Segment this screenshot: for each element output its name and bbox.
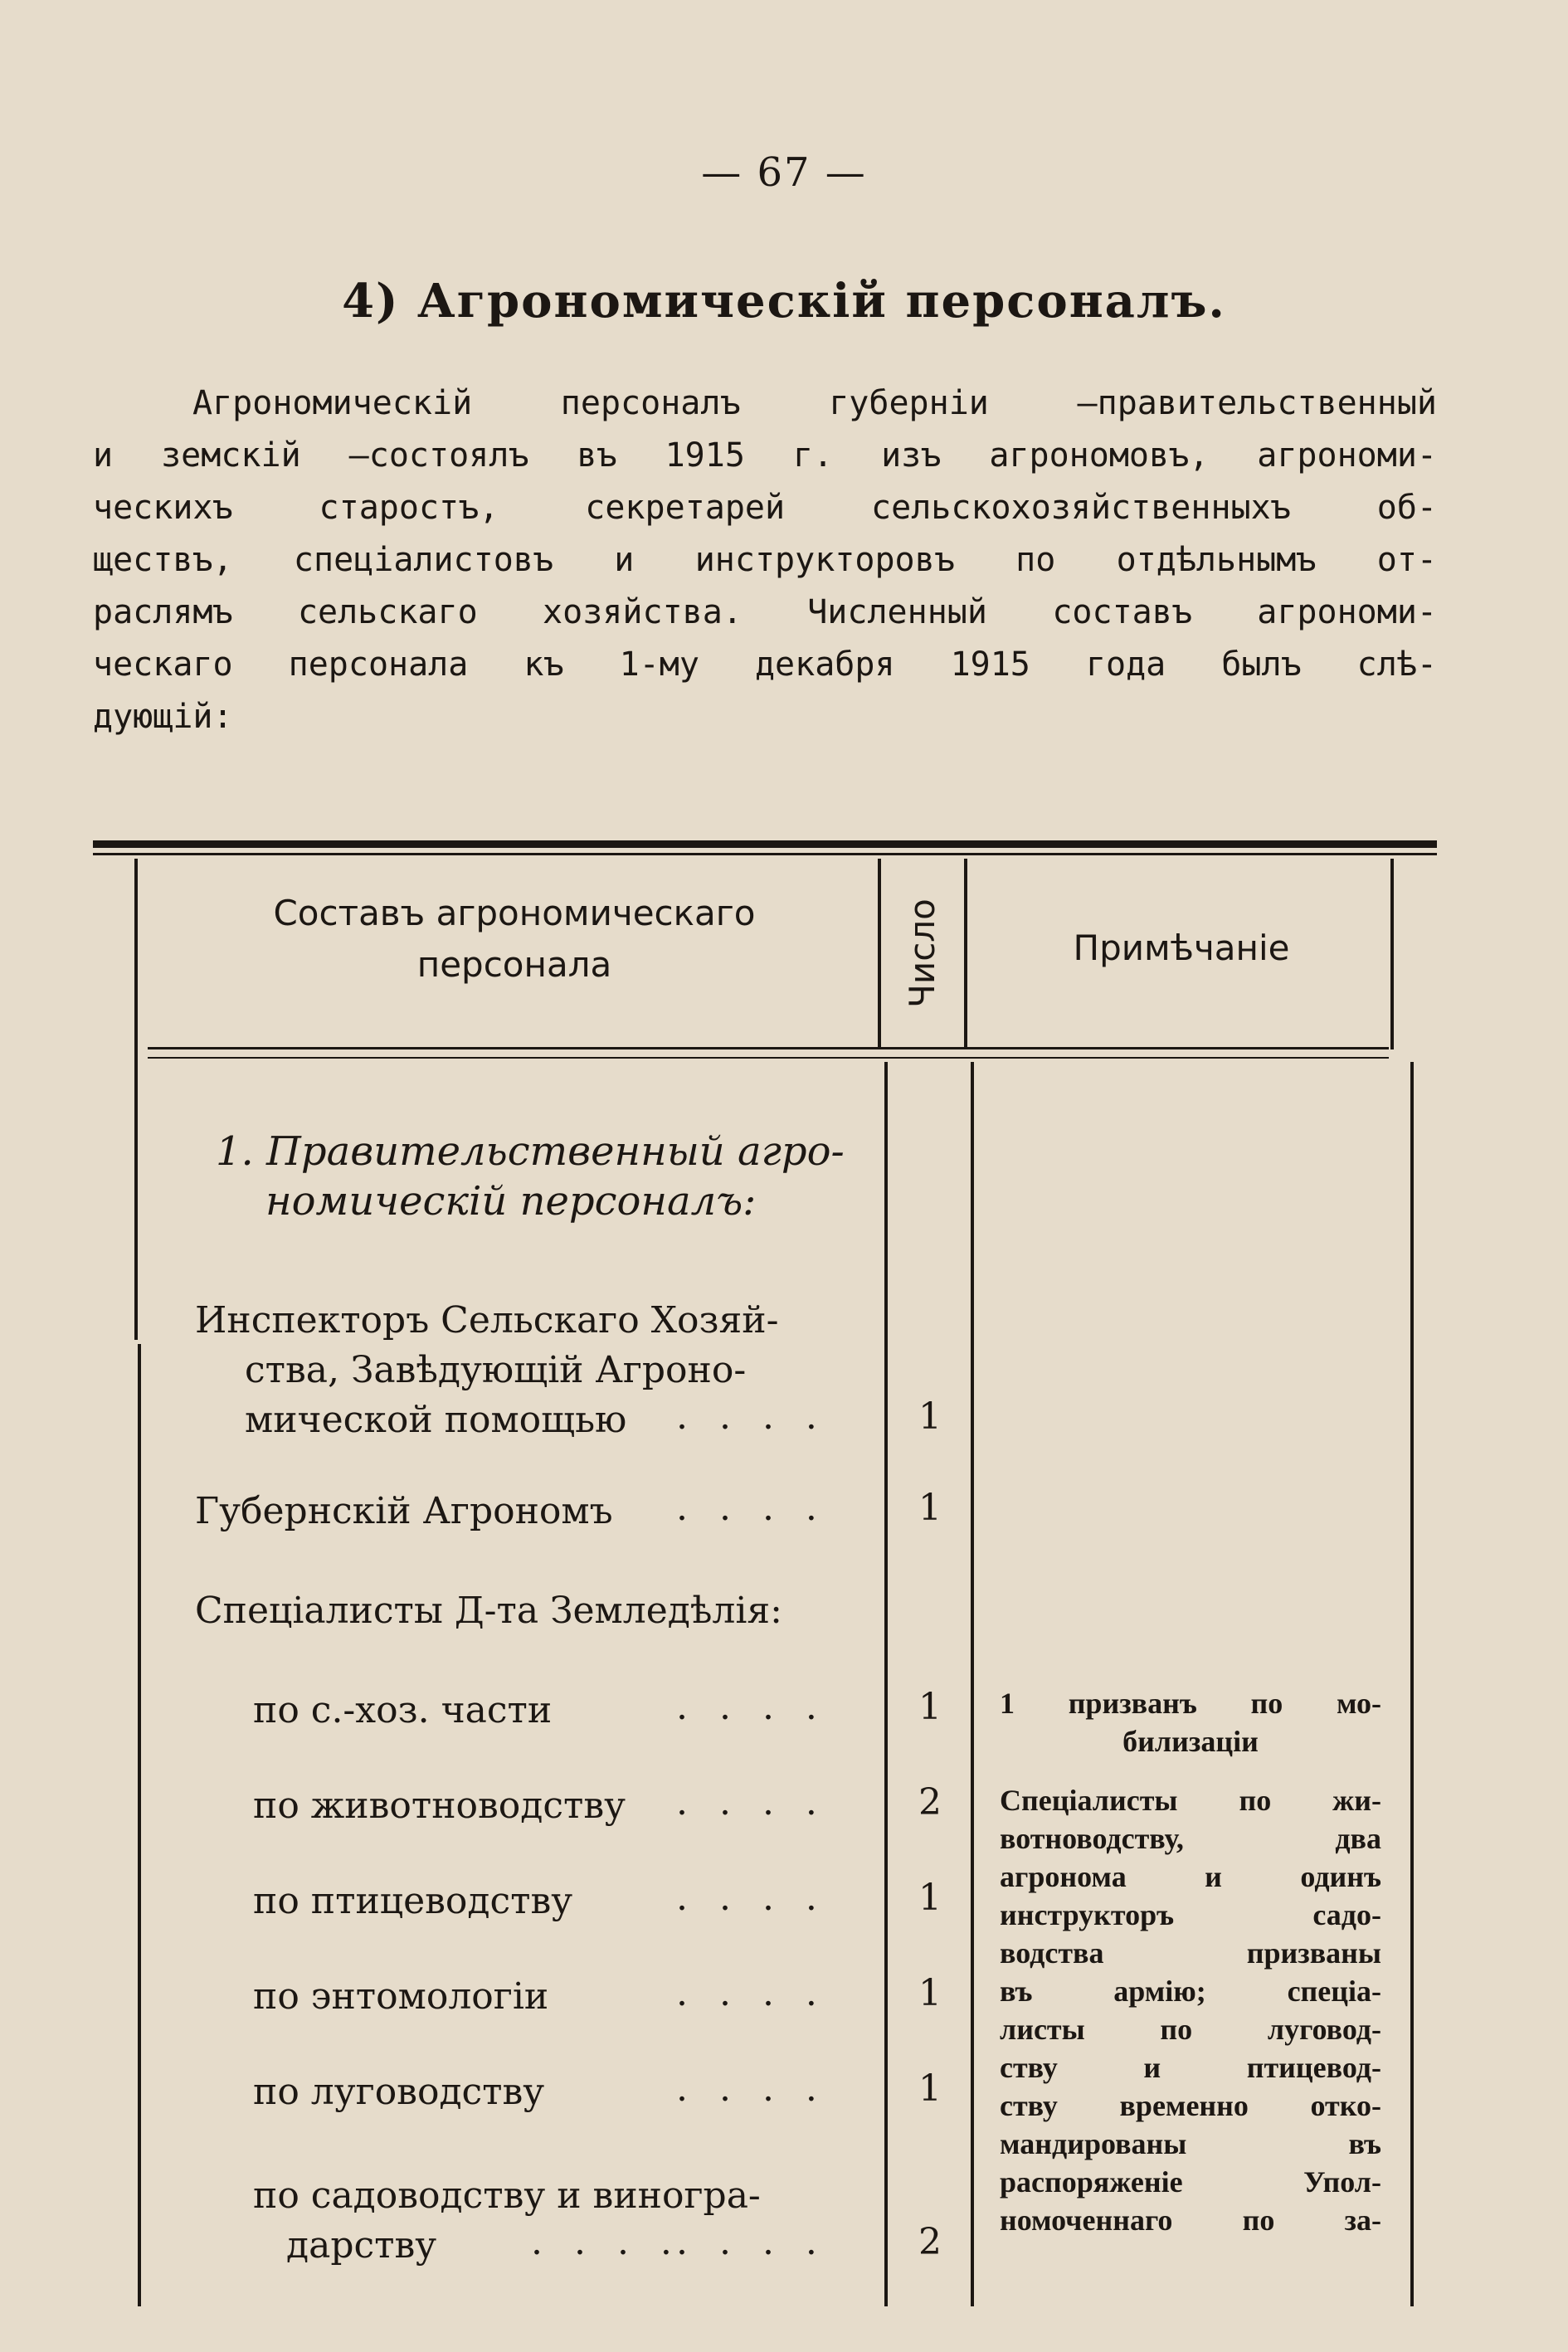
row-label: Спеціалисты Д-та Земледѣлія: — [195, 1590, 782, 1632]
note-line: водства призваны — [1000, 1936, 1381, 1970]
row-count: 1 — [918, 1877, 942, 1919]
row-label: мической помощью — [245, 1399, 627, 1441]
row-count: 1 — [918, 1395, 942, 1438]
note-line: инструкторъ садо- — [1000, 1898, 1381, 1931]
note-line: ству и птицевод- — [1000, 2051, 1381, 2084]
paragraph-line: Агрономическій персоналъ губерніи —правительственный — [192, 384, 1437, 422]
note-mobilization — [1000, 1684, 1381, 1760]
paragraph-line: ческаго персонала къ 1-му декабря 1915 года былъ слѣ- — [93, 645, 1437, 684]
row-count: 2 — [918, 1781, 942, 1824]
number-header: Число — [902, 898, 942, 1008]
note-line: въ армію; спеціа- — [1000, 1975, 1381, 2008]
row-label: по птицеводству — [253, 1880, 573, 1922]
column-divider — [964, 859, 967, 1049]
section-heading: 4) Агрономическій персоналъ. — [342, 274, 1226, 329]
row-label: Инспекторъ Сельскаго Хозяй- — [195, 1299, 779, 1342]
paragraph-line: ществъ, спеціалистовъ и инструкторовъ по отдѣльнымъ от- — [93, 541, 1437, 579]
composition-header — [158, 888, 871, 991]
note-line: вотноводству, два — [1000, 1822, 1381, 1855]
leader-dots: . . . . — [676, 1686, 827, 1728]
composition-header-line: персонала — [416, 944, 612, 985]
leader-dots: . . . . — [676, 2221, 827, 2263]
row-label: по энтомологіи — [253, 1975, 549, 2018]
leader-dots: . . . . — [676, 1972, 827, 2014]
row-label: по с.-хоз. части — [253, 1689, 553, 1731]
row-label: дарству — [286, 2224, 437, 2267]
leader-dots: . . . . — [676, 1877, 827, 1919]
row-label: ства, Завѣдующій Агроно- — [245, 1349, 747, 1391]
note-header: Примѣчаніе — [1073, 928, 1290, 968]
note-line: билизаціи — [1122, 1725, 1259, 1758]
leader-dots: . . . . — [676, 2067, 827, 2110]
page-number: — 67 — — [701, 149, 867, 196]
table-left-border — [134, 859, 138, 1340]
row-label: по садоводству и виногра- — [253, 2174, 761, 2217]
table-left-border — [138, 1344, 141, 2306]
header-rule — [148, 1047, 1389, 1049]
row-count: 1 — [918, 1972, 942, 2014]
table-right-border — [1410, 1062, 1414, 2306]
leader-dots: . . . . — [676, 1781, 827, 1824]
row-label: Губернскій Агрономъ — [195, 1490, 613, 1532]
note-line: агронома и одинъ — [1000, 1860, 1381, 1893]
section-title-line: 1. Правительственный агро- — [216, 1128, 845, 1175]
row-count: 1 — [918, 2067, 942, 2110]
section-title-line: номическій персоналъ: — [265, 1178, 757, 1225]
row-count: 1 — [918, 1487, 942, 1529]
column-divider — [884, 1062, 888, 2306]
note-line: Спеціалисты по жи- — [1000, 1784, 1381, 1817]
leader-dots: . . . . — [676, 1487, 827, 1529]
table-right-border — [1390, 859, 1394, 1049]
paragraph-line: ческихъ старостъ, секретарей сельскохозяйственныхъ об- — [93, 489, 1437, 527]
note-line: распоряженіе Упол- — [1000, 2165, 1381, 2199]
note-line: ству временно отко- — [1000, 2089, 1381, 2122]
note-line: листы по луговод- — [1000, 2013, 1381, 2046]
paragraph-line: раслямъ сельскаго хозяйства. Численный составъ агрономи- — [93, 593, 1437, 631]
column-divider — [971, 1062, 974, 2306]
row-label: по животноводству — [253, 1785, 626, 1827]
header-rule-thin — [148, 1057, 1389, 1059]
note-specialists — [1000, 1781, 1381, 2239]
row-label: по луговодству — [253, 2071, 545, 2113]
table-top-rule-thin — [93, 853, 1437, 855]
paragraph-line: дующій: — [93, 698, 233, 736]
composition-header-line: Составъ агрономическаго — [273, 893, 756, 933]
row-count: 1 — [918, 1686, 942, 1728]
table-top-rule — [93, 840, 1437, 848]
note-line: номоченнаго по за- — [1000, 2203, 1381, 2237]
intro-paragraph — [93, 377, 1437, 743]
column-divider — [878, 859, 881, 1049]
leader-dots: . . . . — [676, 1395, 827, 1438]
paragraph-line: и земскій —состоялъ въ 1915 г. изъ агрономовъ, агрономи- — [93, 436, 1437, 475]
note-line: мандированы въ — [1000, 2127, 1381, 2160]
leader-dots: . . . . — [531, 2221, 682, 2263]
row-count: 2 — [918, 2221, 942, 2263]
note-line: 1 призванъ по мо- — [1000, 1687, 1381, 1720]
